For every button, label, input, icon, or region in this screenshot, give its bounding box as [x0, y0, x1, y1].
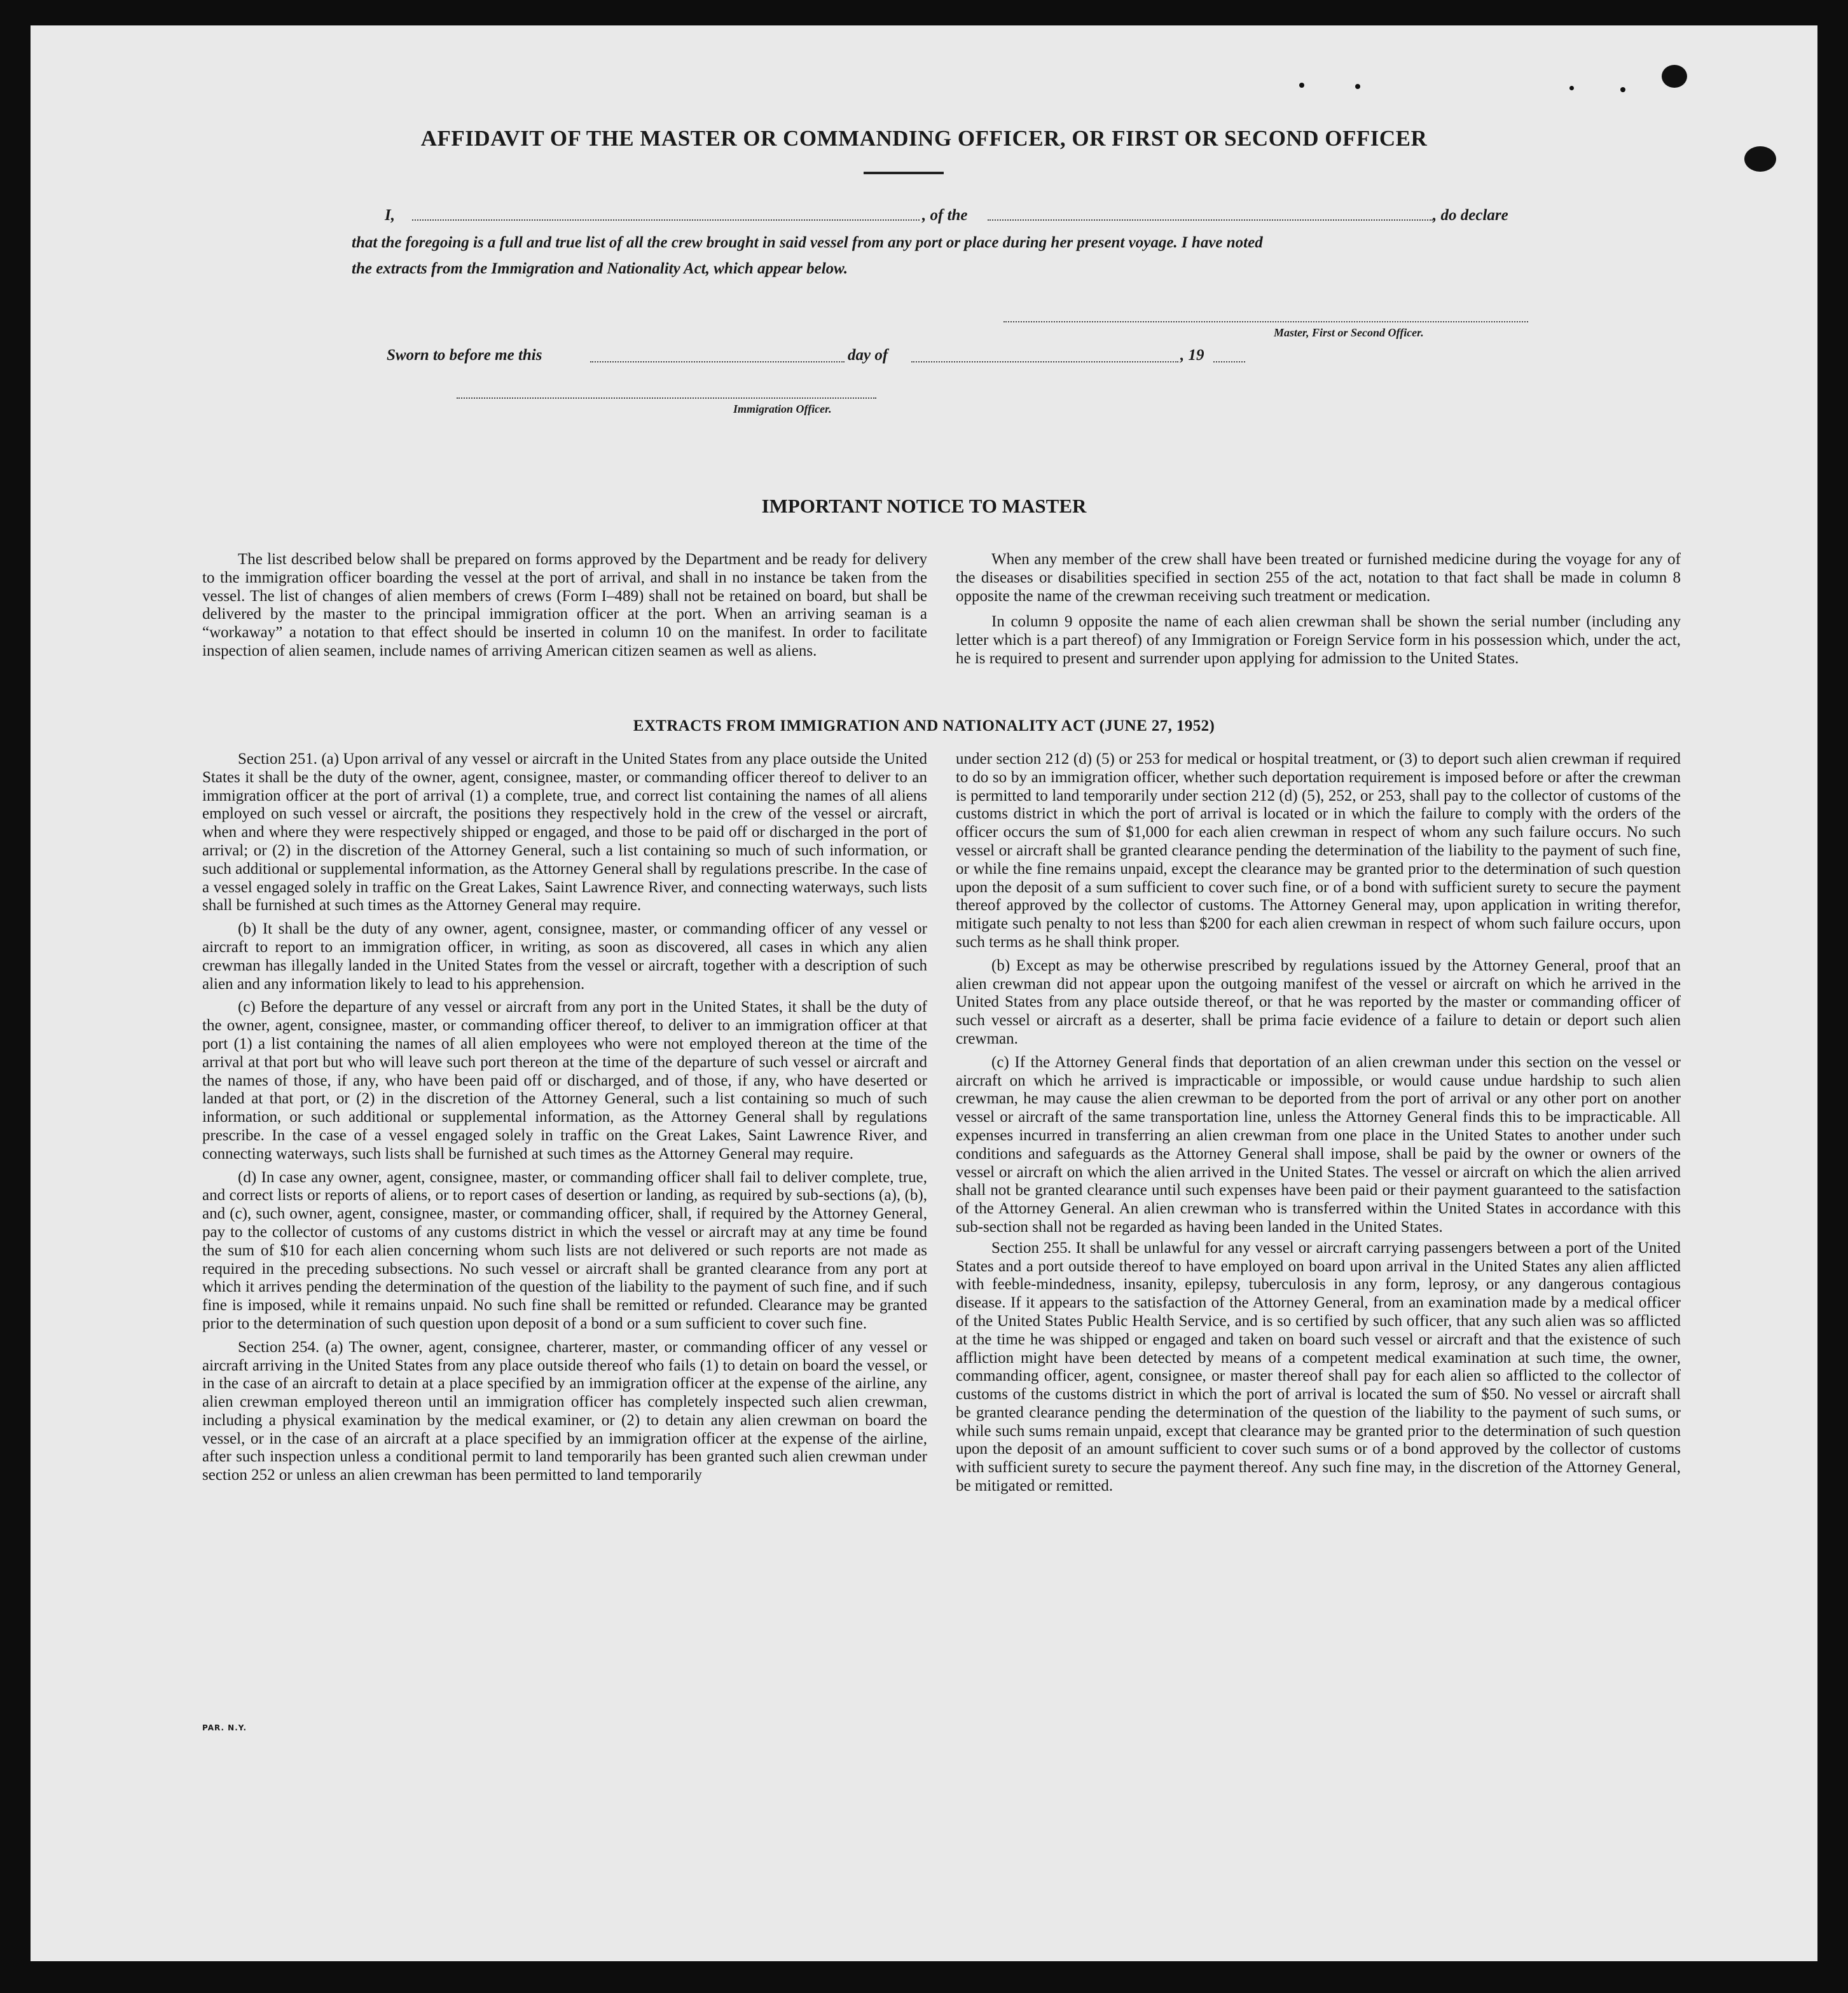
vessel-field[interactable]: [988, 219, 1433, 221]
notice-title: IMPORTANT NOTICE TO MASTER: [761, 495, 1087, 517]
day-of-label: day of: [848, 347, 888, 364]
officer-signature-line[interactable]: [457, 397, 876, 399]
of-the-label: , of the: [922, 207, 968, 224]
ink-speck: [1620, 87, 1625, 92]
section-251b: (b) It shall be the duty of any owner, agent, consignee, master, or commanding officer of any vessel or aircraft to report to an immigration officer, in writing, as soon as discovered, all cases in which any alien crewman has illegally landed in the United States from the vessel or aircraft, together with a description of such alien and any information likely to lead to his apprehension.: [202, 920, 927, 993]
section-254b: (b) Except as may be otherwise prescribed by regulations issued by the Attorney General, proof that an alien crewman did not appear upon the outgoing manifest of the vessel or aircraft on which he arrived in the United States from any place outside thereof, or that he was reported by the master or commanding officer of such vessel or aircraft as a deserter, shall be prima facie evidence of a failure to detain or deport such alien crewman.: [956, 956, 1681, 1047]
document-page: [31, 25, 1817, 1961]
declaration-statement-line2: the extracts from the Immigration and Nationality Act, which appear below.: [352, 260, 848, 277]
extracts-title: EXTRACTS FROM IMMIGRATION AND NATIONALITY ACT (JUNE 27, 1952): [633, 717, 1215, 734]
master-signature-line[interactable]: [1003, 321, 1528, 322]
section-255: Section 255. It shall be unlawful for any vessel or aircraft carrying passengers between a port of the United States and a port outside thereof to have employed on board upon arrival in the United States any alien afflicted with feeble-mindedness, insanity, epilepsy, tuberculosis in any form, leprosy, or any dangerous contagious disease. If it appears to the satisfaction of the Attorney General, from an examination made by a medical officer of the United States Public Health Service, and is so certified by such officer, that any such alien was so afflicted at the time he was shipped or engaged and taken on board such vessel or aircraft and that the existence of such affliction might have been detected by means of a competent medical examination at such time, the owner, commanding officer, agent, consignee, or master thereof shall pay for each alien so afflicted to the collector of customs of the customs district in which the port of arrival is located the sum of $50. No vessel or aircraft shall be granted clearance pending the determination of the question of the liability to the payment of such sums, or while such sums remain unpaid, except that clearance may be granted prior to the determination of such question upon the deposit of an amount sufficient to cover such sums or of a bond approved by the collector of customs with sufficient surety to secure the payment thereof. Any such fine may, in the discretion of the Attorney General, be mitigated or remitted.: [956, 1239, 1681, 1495]
section-251d: (d) In case any owner, agent, consignee, master, or commanding officer shall fail to deliver complete, true, and correct lists or reports of aliens, or to report cases of desertion or landing, as required by sub-sections (a), (b), and (c), such owner, agent, consignee, master, or commanding officer, shall, if required by the Attorney General, pay to the collector of customs of any customs district in which the vessel or aircraft may at any time be found the sum of $10 for each alien concerning whom such lists are not delivered or such reports are not made as required in the preceding subsections. No such vessel or aircraft shall be granted clearance from any port at which it arrives pending the determination of the question of the liability to the payment of such fine, and if such fine is imposed, while it remains unpaid. No such fine shall be remitted or refunded. Clearance may be granted prior to the determination of such question upon deposit of a bond or a sum sufficient to cover such fine.: [202, 1168, 927, 1332]
notice-left-column: [202, 551, 927, 662]
ink-speck: [1569, 86, 1574, 90]
section-254c: (c) If the Attorney General finds that deportation of an alien crewman under this section on the vessel or aircraft on which he arrived is impracticable or impossible, or would cause undue hardship to such alien crewman, he may cause the alien crewman to be deported from the port of arrival or any other port on another vessel or aircraft of the same transportation line, unless the Attorney General finds this to be impracticable. All expenses incurred in transferring an alien crewman from one place in the United States to another under such conditions and safeguards as the Attorney General shall impose, shall be paid by the owner or owners of the vessel or aircraft on which the alien arrived in the United States. The vessel or aircraft on which the alien arrived shall not be granted clearance until such expenses have been paid or their payment guaranteed to the satisfaction of the Attorney General. An alien crewman who is transferred within the United States in accordance with this sub-section shall not be regarded as having been landed in the United States.: [956, 1053, 1681, 1236]
do-declare-label: , do declare: [1433, 207, 1508, 224]
sworn-label: Sworn to before me this: [387, 347, 542, 364]
extracts-left-column: [202, 750, 927, 1486]
i-label: I,: [385, 207, 395, 224]
section-251c: (c) Before the departure of any vessel or aircraft from any port in the United States, it shall be the duty of the owner, agent, consignee, master, or commanding officer thereof, to deliver to an immigration officer at that port (1) a list containing the names of all alien employees who were not employed thereon at the time of the arrival at that port but who will leave such port thereon at the time of the departure of such vessel or aircraft and the names of those, if any, who have been paid off or discharged, and of those, if any, who have deserted or landed at that port, or (2) in the discretion of the Attorney General, such a list containing so much of such information, or such additional or supplemental information, as the Attorney General shall by regulations prescribe. In the case of a vessel engaged solely in traffic on the Great Lakes, Saint Lawrence River, and connecting waterways, such lists shall be furnished at such times as the Attorney General may require.: [202, 998, 927, 1162]
notice-right-paragraph-1: When any member of the crew shall have been treated or furnished medicine during the voyage for any of the diseases or disabilities specified in section 255 of the act, notation to that fact shall be made in column 8 opposite the name of the crewman receiving such treatment or medication.: [956, 551, 1681, 605]
year-label: , 19: [1180, 347, 1204, 364]
section-251a: Section 251. (a) Upon arrival of any vessel or aircraft in the United States from any place outside the United States it shall be the duty of the owner, agent, consignee, master, or commanding officer thereof to deliver to an immigration officer at the port of arrival (1) a complete, true, and correct list containing the names of all aliens employed on such vessel or aircraft, the positions they respectively hold in the crew of the vessel or aircraft, when and where they were respectively shipped or engaged, and those to be paid off or discharged in the port of arrival; or (2) in the discretion of the Attorney General, such a list containing so much of such information, or such additional or supplemental information, as the Attorney General shall by regulations prescribe. In the case of a vessel engaged solely in traffic on the Great Lakes, Saint Lawrence River, and connecting waterways, such lists shall be furnished at such times as the Attorney General may require.: [202, 750, 927, 914]
immigration-officer-caption: Immigration Officer.: [733, 403, 832, 415]
notice-left-paragraph: The list described below shall be prepared on forms approved by the Department and be ready for delivery to the immigration officer boarding the vessel at the port of arrival, and shall in no instance be taken from the vessel. The list of changes of alien members of crews (Form I–489) shall not be retained on board, but shall be delivered by the master to the principal immigration officer at the port. When an arriving seaman is a “workaway” a notation to that effect should be inserted in column 10 on the manifest. In order to facilitate inspection of alien seamen, include names of arriving American citizen seamen as well as aliens.: [202, 551, 927, 659]
sworn-year-field[interactable]: [1213, 361, 1245, 362]
declaration-statement-line1: that the foregoing is a full and true list of all the crew brought in said vessel from any port or place during her present voyage. I have noted: [352, 234, 1263, 251]
notice-right-paragraph-2: In column 9 opposite the name of each alien crewman shall be shown the serial number (including any letter which is a part thereof) of any Immigration or Foreign Service form in his possession which, under the act, he is required to present and surrender upon applying for admission to the United States.: [956, 613, 1681, 667]
name-field[interactable]: [412, 219, 920, 221]
sworn-month-field[interactable]: [911, 361, 1178, 362]
affidavit-title: AFFIDAVIT OF THE MASTER OR COMMANDING OFFICER, OR FIRST OR SECOND OFFICER: [420, 126, 1428, 151]
extracts-right-column: [956, 750, 1681, 1497]
section-254a-continued: under section 212 (d) (5) or 253 for medical or hospital treatment, or (3) to deport such alien crewman if required to do so by an immigration officer, whether such deportation requirement is imposed before or after the crewman is permitted to land temporarily under section 212 (d) (5), 252, or 253, shall pay to the collector of customs of the customs district in which the port of arrival is located or in which the failure to comply with the orders of the officer occurs the sum of $1,000 for each alien crewman in respect of whom any such failure occurs. No such vessel or aircraft shall be granted clearance pending the determination of the liability to the payment of such fine, or while the fine remains unpaid, except the clearance may be granted prior to the determination of such question upon the deposit of a sum sufficient to cover such fine, or of a bond with sufficient surety to secure the payment thereof approved by the collector of customs. The Attorney General may, upon application in writing therefor, mitigate such penalty to not less than $200 for each alien crewman in respect of whom such failure occurs, upon such terms as he shall think proper.: [956, 750, 1681, 951]
notice-right-column: [956, 551, 1681, 670]
ink-speck: [1299, 83, 1304, 88]
sworn-day-field[interactable]: [590, 361, 845, 362]
printer-mark: PAR. N.Y.: [202, 1723, 247, 1732]
title-underline: [864, 172, 944, 174]
master-caption: Master, First or Second Officer.: [1274, 326, 1424, 339]
ink-blot: [1662, 65, 1687, 88]
section-254a: Section 254. (a) The owner, agent, consignee, charterer, master, or commanding officer of any vessel or aircraft arriving in the United States from any place outside thereof who fails (1) to detain on board the vessel, or in the case of an aircraft to detain at a place specified by an immigration officer at the expense of the airline, any alien crewman employed thereon until an immigration officer has completely inspected such alien crewman, including a physical examination by the medical examiner, or (2) to detain any alien crewman on board the vessel, or in the case of an aircraft at a place specified by an immigration officer at the expense of the airline, after such inspection unless a conditional permit to land temporarily has been granted such alien crewman under section 252 or unless an alien crewman has been permitted to land temporarily: [202, 1338, 927, 1484]
ink-speck: [1355, 84, 1360, 89]
